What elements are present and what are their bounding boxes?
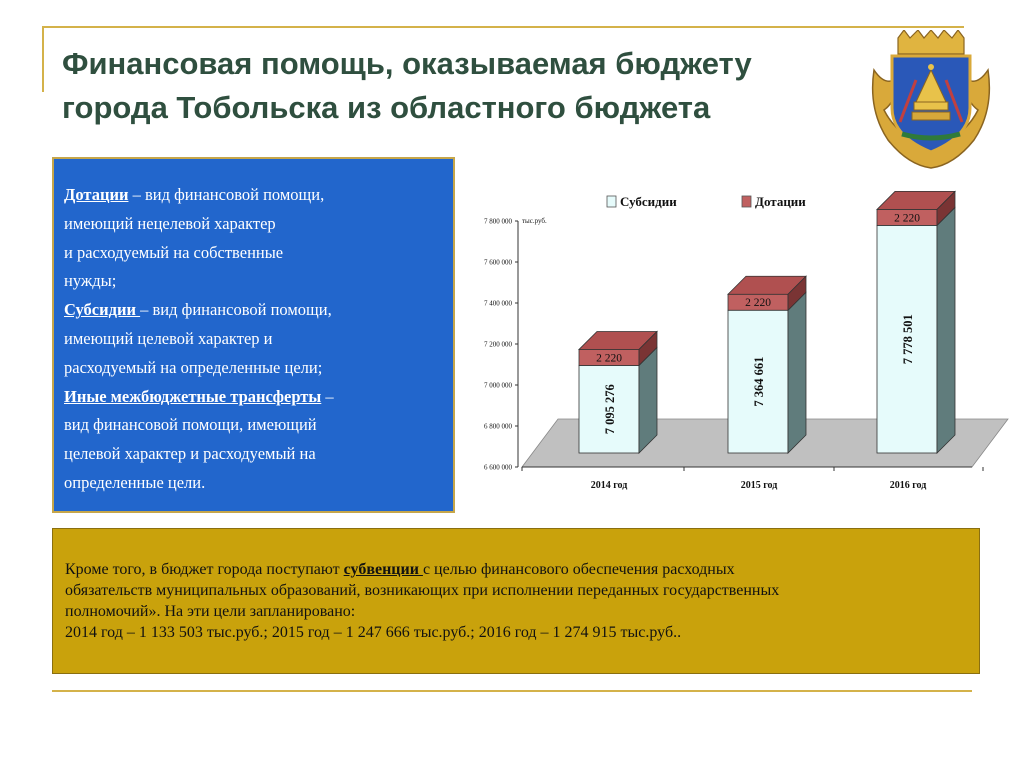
data-label-subsidii: 7 778 501 [901,314,915,365]
dotacii-line-4: нужды; [64,271,117,291]
inye-term: Иные межбюджетные трансферты [64,386,322,406]
dotacii-line-1 [64,181,443,210]
subvencii-line-1 [65,559,967,580]
legend-label-subsidii: Субсидии [620,194,677,209]
dotacii-line-3: и расходуемый на собственные [64,242,284,262]
legend-swatch-dotacii [742,196,751,207]
bar-subsidii-side [937,207,955,453]
subsidii-term: Субсидии [64,300,141,320]
chart-unit-label: тыс.руб. [522,217,547,225]
chart-legend [607,194,806,209]
data-label-dotacii: 2 220 [894,212,920,225]
subsidii-line-2: имеющий целевой характер и [64,328,273,348]
subvencii-term: субвенции [343,561,423,578]
coat-of-arms-icon [868,30,994,170]
subvencii-text-before: Кроме того, в бюджет города поступают [65,561,344,578]
title-line-1: Финансовая помощь, оказываемая бюджету [62,46,752,81]
definitions-panel [52,157,455,513]
subvencii-line-2: обязательств муниципальных образований, возникающих при исполнении переданных государственных [65,582,780,599]
title-line-2: города Тобольска из областного бюджета [62,90,711,125]
top-frame-line [42,26,964,28]
y-tick-label: 7 000 000 [484,381,512,390]
bar-subsidii-side [788,292,806,453]
chart-bars [579,191,955,453]
inye-text-1: – [321,386,334,406]
subsidii-line-1 [64,296,443,325]
y-tick-label: 7 200 000 [484,340,512,349]
budget-chart [462,186,1022,506]
inye-line-1 [64,383,443,412]
legend-swatch-subsidii [607,196,616,207]
subvencii-line-3: полномочий». На эти цели запланировано: [65,603,356,620]
bottom-frame-line [52,690,972,692]
y-tick-label: 6 800 000 [484,422,512,431]
data-label-dotacii: 2 220 [596,352,622,365]
page-title [62,42,862,130]
dotacii-term: Дотации [64,185,129,204]
x-tick-label: 2015 год [740,480,778,491]
inye-line-2: вид финансовой помощи, имеющий [64,415,317,435]
subsidii-text-1: – вид финансовой помощи, [140,300,332,320]
y-tick-label: 7 600 000 [484,258,512,267]
data-label-subsidii: 7 364 661 [752,356,766,407]
subvencii-text-after: с целью финансового обеспечения расходных [422,561,735,578]
y-tick-label: 7 400 000 [484,299,512,308]
dotacii-text-1: – вид финансовой помощи, [128,185,325,204]
legend-label-dotacii: Дотации [755,194,806,209]
data-label-subsidii: 7 095 276 [603,384,617,435]
subvencii-panel [52,528,980,674]
left-frame-line [42,26,44,92]
y-tick-label: 6 600 000 [484,463,512,472]
data-label-dotacii: 2 220 [745,297,771,310]
x-tick-label: 2016 год [889,480,927,491]
y-tick-label: 7 800 000 [484,217,512,226]
inye-line-4: определенные цели. [64,472,206,492]
dotacii-line-2: имеющий нецелевой характер [64,213,276,233]
x-tick-label: 2014 год [590,480,628,491]
inye-line-3: целевой характер и расходуемый на [64,444,316,464]
subvencii-line-4: 2014 год – 1 133 503 тыс.руб.; 2015 год – 1 247 666 тыс.руб.; 2016 год – 1 274 915 тыс.руб.. [65,624,682,641]
subsidii-line-3: расходуемый на определенные цели; [64,357,323,377]
